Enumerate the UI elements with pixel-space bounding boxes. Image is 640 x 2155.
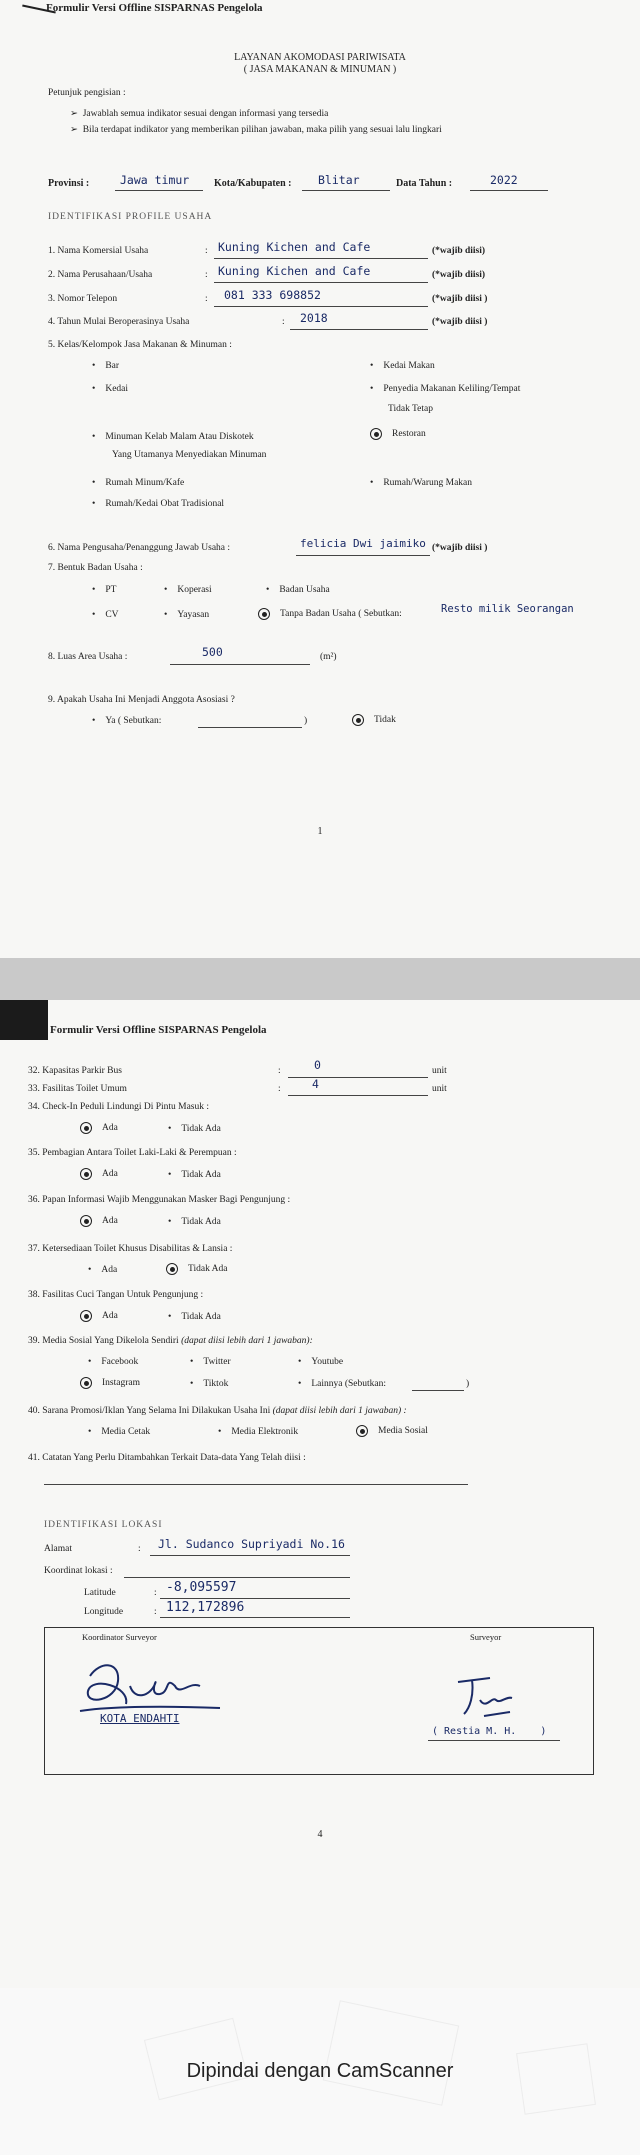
q39-option-instagram: [80, 1377, 140, 1389]
q8-unit: (m²): [320, 652, 337, 662]
selected-circle: [80, 1168, 92, 1180]
field-3-value: 081 333 698852: [224, 288, 321, 302]
q9-option-ya: • Ya ( Sebutkan:: [92, 716, 161, 726]
alamat-value: Jl. Sudanco Supriyadi No.16: [158, 1537, 345, 1551]
option-text: Media Sosial: [378, 1426, 428, 1437]
q32-unit: unit: [432, 1066, 447, 1076]
watermark-shape: [144, 2018, 248, 2100]
selected-circle: [80, 1122, 92, 1134]
field-2-note: (*wajib diisi): [432, 270, 486, 280]
option-text: Tidak Ada: [188, 1264, 228, 1275]
page-number: 4: [317, 1829, 323, 1840]
colon: :: [154, 1588, 157, 1598]
q7-option-badan: • Badan Usaha: [266, 585, 330, 595]
q40-option-elektronik: • Media Elektronik: [218, 1427, 298, 1437]
colon: :: [278, 1066, 281, 1076]
q5-option-restoran: [370, 428, 426, 440]
q35-option-ada: [80, 1168, 118, 1180]
instruction-item: ➢ Jawablah semua indikator sesuai dengan informasi yang tersedia: [70, 109, 329, 119]
underline: [214, 306, 428, 307]
selected-circle: [258, 608, 270, 620]
q41-label: 41. Catatan Yang Perlu Ditambahkan Terkait Data-data Yang Telah diisi :: [28, 1453, 306, 1463]
q39-option-twitter: • Twitter: [190, 1357, 231, 1367]
q6-note: (*wajib diisi ): [432, 543, 488, 553]
q5-option-keliling: • Penyedia Makanan Keliling/Tempat: [370, 384, 520, 394]
colon: :: [205, 294, 208, 304]
colon: :: [282, 317, 285, 327]
q39-label: [28, 1336, 313, 1346]
surveyor-label: Surveyor: [470, 1632, 502, 1642]
q8-value: 500: [202, 645, 223, 659]
colon: :: [205, 270, 208, 280]
option-text: Ada: [102, 1216, 118, 1227]
q7-option-tanpa: [258, 608, 402, 620]
q5-option-obat: • Rumah/Kedai Obat Tradisional: [92, 499, 224, 509]
q36-label: 36. Papan Informasi Wajib Menggunakan Masker Bagi Pengunjung :: [28, 1195, 291, 1205]
q34-option-ada: [80, 1122, 118, 1134]
q33-unit: unit: [432, 1084, 447, 1094]
coordinator-label: Koordinator Surveyor: [82, 1632, 157, 1642]
underline: [44, 1484, 468, 1485]
q38-option-ada: [80, 1310, 118, 1322]
q38-label: 38. Fasilitas Cuci Tangan Untuk Pengunjung :: [28, 1290, 204, 1300]
instructions-heading: Petunjuk pengisian :: [48, 88, 126, 98]
q7-option-koperasi: • Koperasi: [164, 585, 212, 595]
q34-option-tidak: • Tidak Ada: [168, 1124, 221, 1134]
underline: [296, 555, 430, 556]
kota-label: Kota/Kabupaten :: [214, 178, 292, 189]
title-line-1: LAYANAN AKOMODASI PARIWISATA: [234, 52, 406, 63]
scanned-page-2: [0, 1000, 640, 1988]
q37-label: 37. Ketersediaan Toilet Khusus Disabilitas & Lansia :: [28, 1244, 233, 1254]
q9-tidak-text: Tidak: [374, 715, 396, 726]
q5-option-warung: • Rumah/Warung Makan: [370, 478, 472, 488]
q40-label: [28, 1406, 407, 1416]
longitude-value: 112,172896: [166, 1600, 245, 1615]
underline: [214, 258, 428, 259]
instruction-text: Bila terdapat indikator yang memberikan pilihan jawaban, maka pilih yang sesuai lalu lingkari: [82, 125, 442, 135]
option-text: Ada: [102, 1311, 118, 1322]
section-profile: IDENTIFIKASI PROFILE USAHA: [48, 212, 213, 222]
q36-option-tidak: • Tidak Ada: [168, 1217, 221, 1227]
q5-label: 5. Kelas/Kelompok Jasa Makanan & Minuman :: [48, 340, 232, 350]
tahun-value: 2022: [490, 173, 518, 187]
q40-text: 40. Sarana Promosi/Iklan Yang Selama Ini Dilakukan Usaha Ini: [28, 1406, 271, 1416]
colon: :: [154, 1607, 157, 1617]
dark-corner: [0, 1000, 48, 1040]
q9-close: ): [304, 716, 308, 726]
latitude-value: -8,095597: [166, 1580, 237, 1595]
koordinat-label: Koordinat lokasi :: [44, 1566, 113, 1576]
section-location: IDENTIFIKASI LOKASI: [44, 1520, 163, 1530]
option-text: Ada: [102, 1169, 118, 1180]
q6-label: 6. Nama Pengusaha/Penanggung Jawab Usaha :: [48, 543, 231, 553]
underline: [288, 1077, 428, 1078]
q5-restoran-text: Restoran: [392, 429, 426, 440]
q9-option-tidak: [352, 714, 396, 726]
coordinator-name: KOTA ENDAHTI: [100, 1712, 180, 1725]
q7-option-pt: • PT: [92, 585, 116, 595]
field-3-label: 3. Nomor Telepon: [48, 294, 118, 304]
underline: [115, 190, 203, 191]
underline: [160, 1598, 350, 1599]
title-line-2: ( JASA MAKANAN & MINUMAN ): [243, 64, 397, 75]
underline: [170, 664, 310, 665]
field-1-note: (*wajib diisi): [432, 246, 486, 256]
q7-value: Resto milik Seorangan: [441, 603, 574, 615]
form-header: Formulir Versi Offline SISPARNAS Pengelola: [50, 1024, 267, 1036]
page-number: 1: [317, 826, 323, 837]
q40-note: (dapat diisi lebih dari 1 jawaban) :: [272, 1406, 407, 1416]
q39-text: 39. Media Sosial Yang Dikelola Sendiri: [28, 1336, 179, 1346]
provinsi-value: Jawa timur: [120, 173, 190, 187]
q38-option-tidak: • Tidak Ada: [168, 1312, 221, 1322]
q8-label: 8. Luas Area Usaha :: [48, 652, 128, 662]
q39-option-youtube: • Youtube: [298, 1357, 343, 1367]
field-1-label: 1. Nama Komersial Usaha: [48, 246, 149, 256]
camscanner-label: Dipindai dengan CamScanner: [186, 2060, 454, 2082]
q40-option-sosial: [356, 1425, 428, 1437]
q5-option-kelab: • Minuman Kelab Malam Atau Diskotek: [92, 432, 254, 442]
surveyor-close: ): [540, 1726, 547, 1737]
q34-label: 34. Check-In Peduli Lindungi Di Pintu Masuk :: [28, 1102, 210, 1112]
field-3-note: (*wajib diisi ): [432, 294, 488, 304]
q35-label: 35. Pembagian Antara Toilet Laki-Laki & Perempuan :: [28, 1148, 237, 1158]
q7-label: 7. Bentuk Badan Usaha :: [48, 563, 143, 573]
q6-value: felicia Dwi jaimiko: [300, 537, 426, 550]
q35-option-tidak: • Tidak Ada: [168, 1170, 221, 1180]
q5-option-kelab-2: Yang Utamanya Menyediakan Minuman: [112, 450, 267, 460]
q9-label: 9. Apakah Usaha Ini Menjadi Anggota Asosiasi ?: [48, 695, 235, 705]
surveyor-name: [432, 1726, 546, 1737]
q32-label: 32. Kapasitas Parkir Bus: [28, 1066, 122, 1076]
option-text: Ada: [102, 1123, 118, 1134]
q5-option-bar: • Bar: [92, 361, 119, 371]
q39-option-facebook: • Facebook: [88, 1357, 138, 1367]
alamat-label: Alamat: [44, 1544, 72, 1554]
q7-option-cv: • CV: [92, 610, 119, 620]
underline: [214, 282, 428, 283]
underline: [470, 190, 548, 191]
underline: [198, 727, 302, 728]
q7-option-yayasan: • Yayasan: [164, 610, 209, 620]
q37-option-tidak: [166, 1263, 228, 1275]
page-gap: [0, 958, 640, 1000]
option-text: Instagram: [102, 1378, 140, 1389]
selected-circle: [166, 1263, 178, 1275]
selected-circle: [356, 1425, 368, 1437]
instruction-text: Jawablah semua indikator sesuai dengan informasi yang tersedia: [82, 109, 329, 119]
instruction-item: ➢ Bila terdapat indikator yang memberikan pilihan jawaban, maka pilih yang sesuai lalu lingkari: [70, 125, 442, 135]
tahun-label: Data Tahun :: [396, 178, 453, 189]
q40-option-cetak: • Media Cetak: [88, 1427, 150, 1437]
q5-option-kedai: • Kedai: [92, 384, 128, 394]
selected-circle: [80, 1310, 92, 1322]
underline: [288, 1095, 428, 1096]
underline: [150, 1555, 350, 1556]
q36-option-ada: [80, 1215, 118, 1227]
form-header: Formulir Versi Offline SISPARNAS Pengelola: [46, 2, 263, 14]
q39-option-lainnya: • Lainnya (Sebutkan:: [298, 1379, 386, 1389]
q33-label: 33. Fasilitas Toilet Umum: [28, 1084, 127, 1094]
selected-circle: [80, 1215, 92, 1227]
underline: [428, 1740, 560, 1741]
colon: :: [278, 1084, 281, 1094]
selected-circle: [80, 1377, 92, 1389]
underline: [290, 329, 428, 330]
q39-note: (dapat diisi lebih dari 1 jawaban):: [181, 1336, 313, 1346]
latitude-label: Latitude: [84, 1588, 116, 1598]
q39-option-tiktok: • Tiktok: [190, 1379, 228, 1389]
underline: [302, 190, 390, 191]
colon: :: [205, 246, 208, 256]
underline: [124, 1577, 350, 1578]
watermark-shape: [323, 2000, 459, 2106]
q5-option-kafe: • Rumah Minum/Kafe: [92, 478, 184, 488]
field-1-value: Kuning Kichen and Cafe: [218, 240, 371, 254]
q37-option-ada: • Ada: [88, 1265, 117, 1275]
underline: [412, 1390, 464, 1391]
colon: :: [138, 1544, 141, 1554]
field-4-note: (*wajib diisi ): [432, 317, 488, 327]
selected-circle: [352, 714, 364, 726]
surveyor-name-text: ( Restia M. H.: [432, 1726, 517, 1737]
q33-value: 4: [312, 1077, 319, 1091]
scanner-footer: [0, 1988, 640, 2155]
longitude-label: Longitude: [84, 1607, 124, 1617]
q32-value: 0: [314, 1058, 321, 1072]
selected-circle: [370, 428, 382, 440]
field-4-label: 4. Tahun Mulai Beroperasinya Usaha: [48, 317, 190, 327]
scanned-page-1: [0, 0, 640, 958]
surveyor-signature: [450, 1670, 520, 1720]
kota-value: Blitar: [318, 173, 360, 187]
q39-close: ): [466, 1379, 470, 1389]
q5-option-kedai-makan: • Kedai Makan: [370, 361, 435, 371]
provinsi-label: Provinsi :: [48, 178, 90, 189]
field-4-value: 2018: [300, 311, 328, 325]
underline: [160, 1617, 350, 1618]
q5-option-keliling-2: Tidak Tetap: [388, 404, 433, 414]
field-2-value: Kuning Kichen and Cafe: [218, 264, 371, 278]
q7-tanpa-text: Tanpa Badan Usaha ( Sebutkan:: [280, 609, 402, 620]
field-2-label: 2. Nama Perusahaan/Usaha: [48, 270, 153, 280]
